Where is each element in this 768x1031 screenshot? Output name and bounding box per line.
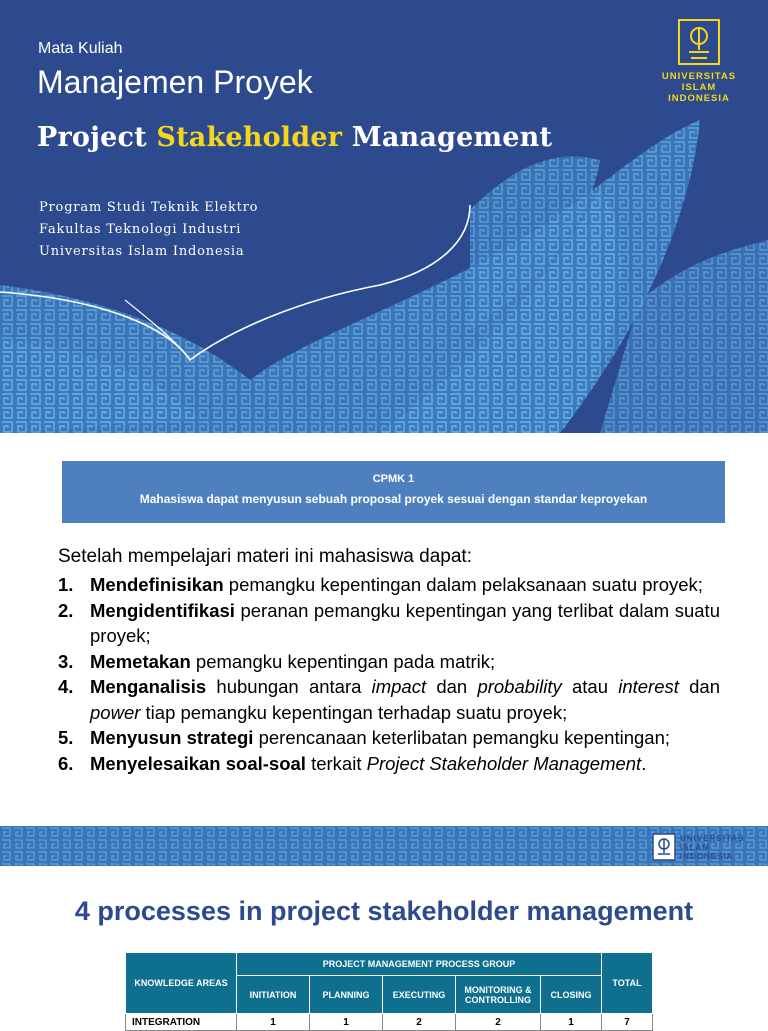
item-italic: power [90, 701, 141, 723]
table-cell: 2 [456, 1014, 541, 1031]
table-col-monitoring: MONITORING & CONTROLLING [456, 976, 541, 1014]
cpmk-description: Mahasiswa dapat menyusun sebuah proposal proyek sesuai dengan standar keproyekan [139, 492, 648, 506]
course-name: Manajemen Proyek [37, 64, 313, 100]
table-header-total: TOTAL [602, 953, 653, 1014]
item-text: hubungan antara [206, 676, 372, 697]
item-text: tiap pemangku kepentingan terhadap suatu proyek; [140, 701, 568, 723]
item-keyword: Menyelesaikan soal-soal [90, 752, 306, 774]
list-item [58, 751, 720, 777]
table-col-planning: PLANNING [310, 976, 383, 1014]
item-text: . [641, 752, 647, 774]
table-cell: 1 [541, 1014, 602, 1031]
table-cell: 1 [310, 1014, 383, 1031]
item-number: 4. [58, 676, 74, 697]
cpmk-box [62, 461, 725, 523]
table-cell: 1 [237, 1014, 310, 1031]
logo-text-2: ISLAM [680, 842, 710, 852]
item-keyword: Mengidentifikasi [90, 599, 235, 621]
table-col-initiation: INITIATION [237, 976, 310, 1014]
slide3-title: 4 processes in project stakeholder management [74, 896, 694, 926]
university-logo [655, 18, 743, 104]
logo-text-1: UNIVERSITAS [680, 833, 745, 843]
objectives-list [58, 572, 720, 776]
faculty-line: Fakultas Teknologi Industri [39, 222, 242, 237]
logo-text-3: INDONESIA [668, 93, 730, 104]
item-italic: interest [618, 676, 679, 697]
list-item [58, 725, 720, 751]
program-line: Program Studi Teknik Elektro [39, 200, 259, 215]
item-number: 6. [58, 752, 74, 774]
course-label: Mata Kuliah [38, 40, 123, 57]
item-keyword: Mendefinisikan [90, 574, 224, 595]
cpmk-title: CPMK 1 [372, 473, 415, 485]
logo-text-2: ISLAM [681, 82, 717, 93]
item-keyword: Memetakan [90, 650, 191, 672]
university-emblem-icon [677, 18, 721, 66]
item-keyword: Menyusun strategi [90, 727, 254, 748]
title-part-2: Management [342, 122, 553, 153]
item-number: 5. [58, 727, 74, 748]
table-cell-total: 7 [602, 1014, 653, 1031]
process-table [125, 952, 653, 1031]
table-row [126, 1014, 653, 1031]
title-slide [0, 0, 768, 433]
item-keyword: Menganalisis [90, 676, 207, 697]
item-number: 1. [58, 574, 74, 595]
item-text: pemangku kepentingan dalam pelaksanaan suatu proyek; [223, 574, 703, 595]
slide-title [37, 122, 552, 153]
item-text: perencanaan keterlibatan pemangku kepentingan; [253, 727, 671, 748]
table-col-executing: EXECUTING [383, 976, 456, 1014]
title-part-1: Project [37, 122, 157, 153]
logo-text-3: INDONESIA [680, 851, 734, 861]
item-italic: probability [477, 676, 562, 697]
item-text: dan [678, 676, 720, 697]
list-item [58, 598, 720, 649]
intro-text: Setelah mempelajari materi ini mahasiswa dapat: [58, 546, 472, 567]
list-item [58, 572, 720, 598]
item-text: dan [426, 676, 478, 697]
title-highlight: Stakeholder [156, 122, 343, 153]
item-italic: impact [371, 676, 427, 697]
list-item [58, 649, 720, 675]
university-line: Universitas Islam Indonesia [39, 244, 245, 259]
table-cell: 2 [383, 1014, 456, 1031]
university-emblem-icon [652, 833, 676, 861]
table-col-closing: CLOSING [541, 976, 602, 1014]
slide3-university-logo [652, 833, 744, 861]
item-number: 2. [58, 599, 74, 621]
item-text: pemangku kepentingan pada matrik; [190, 650, 496, 672]
list-item [58, 674, 720, 725]
table-row-label: INTEGRATION [126, 1014, 237, 1031]
item-text: peranan pemangku kepentingan yang terlibat dalam suatu proyek; [90, 599, 720, 646]
item-italic: Project Stakeholder Management [366, 752, 642, 774]
item-text: terkait [305, 752, 367, 774]
table-header-knowledge-areas: KNOWLEDGE AREAS [126, 953, 237, 1014]
logo-text-1: UNIVERSITAS [661, 71, 737, 82]
table-header-process-group: PROJECT MANAGEMENT PROCESS GROUP [237, 953, 602, 976]
item-text: atau [561, 676, 619, 697]
item-number: 3. [58, 650, 74, 672]
logo-text [676, 834, 744, 861]
